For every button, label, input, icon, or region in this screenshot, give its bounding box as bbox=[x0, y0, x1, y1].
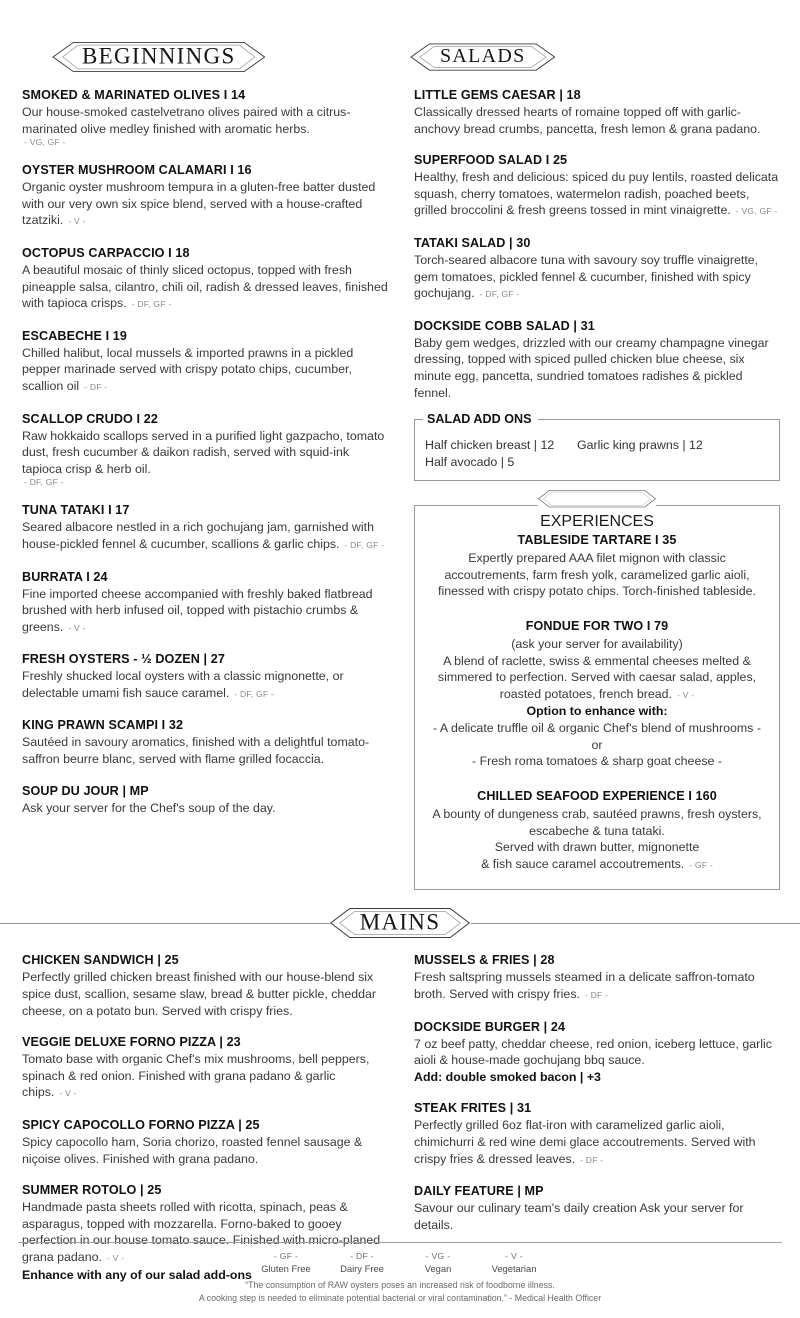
experience-description-line: roasted potatoes, french bread. - V - bbox=[499, 686, 695, 701]
experience-item bbox=[429, 788, 765, 873]
menu-item-description: Perfectly grilled 6oz flat-iron with caramelized garlic aioli, chimichurri & red wine demi glace accoutrements. Served with crispy fries & dressed leaves. - DF - bbox=[414, 1118, 756, 1166]
legend-code: - GF - bbox=[273, 1251, 299, 1262]
menu-item-title: MUSSELS & FRIES | 28 bbox=[414, 953, 555, 968]
disclaimer-line-1: “The consumption of RAW oysters poses an increased risk of foodborne illness. bbox=[245, 1280, 555, 1291]
legend-label: Vegetarian bbox=[491, 1263, 537, 1275]
menu-item-title: SCALLOP CRUDO I 22 bbox=[22, 411, 158, 426]
menu-item-title: DOCKSIDE COBB SALAD | 31 bbox=[414, 318, 595, 333]
salads-title: SALADS bbox=[440, 45, 526, 67]
menu-item-title: KING PRAWN SCAMPI I 32 bbox=[22, 718, 184, 733]
menu-item-title: SMOKED & MARINATED OLIVES I 14 bbox=[22, 88, 246, 102]
dietary-tag: - V - bbox=[68, 622, 86, 633]
dietary-tag: - DF, GF - bbox=[234, 688, 275, 699]
experience-enhance-label: Option to enhance with: bbox=[526, 704, 668, 719]
menu-item bbox=[414, 318, 780, 401]
menu-item-description: Fresh saltspring mussels steamed in a delicate saffron-tomato broth. Served with crispy fries. - DF - bbox=[414, 970, 755, 1002]
menu-item-title: TATAKI SALAD | 30 bbox=[414, 235, 531, 250]
menu-item-description: Sautéed in savoury aromatics, finished with a delightful tomato-saffron beurre blanc, served with flame grilled focaccia. bbox=[22, 735, 370, 767]
salad-addon-right bbox=[577, 454, 769, 471]
menu-item-description: A beautiful mosaic of thinly sliced octopus, topped with fresh pineapple salsa, cilantro, chili oil, radish & dressed leaves, finished with tapioca crisps. - DF, GF - bbox=[22, 262, 388, 311]
menu-item-title: VEGGIE DELUXE FORNO PIZZA | 23 bbox=[22, 1035, 241, 1050]
dietary-tag: - DF - bbox=[584, 990, 609, 1001]
experience-enhance-option: - Fresh roma tomatoes & sharp goat cheese - bbox=[472, 754, 722, 769]
menu-item-title: STEAK FRITES | 31 bbox=[414, 1101, 532, 1116]
legend-label: Gluten Free bbox=[261, 1263, 311, 1275]
legend-entry bbox=[324, 1250, 400, 1275]
experiences-title: EXPERIENCES bbox=[540, 512, 654, 530]
menu-item-description: Classically dressed hearts of romaine topped off with garlic-anchovy bread crumbs, pancetta, fresh lemon & grana padano. bbox=[414, 105, 761, 136]
menu-item-description: Our house-smoked castelvetrano olives paired with a citrus-marinated olive medley finished with aromatic herbs. bbox=[22, 105, 351, 136]
experience-description-line: A blend of raclette, swiss & emmental cheeses melted & bbox=[443, 653, 751, 668]
dietary-tag: - DF, GF - bbox=[131, 299, 172, 310]
mains-title: MAINS bbox=[359, 909, 441, 935]
menu-item-description: Handmade pasta sheets rolled with ricotta, spinach, peas & asparagus, topped with mozzarella. Forno-baked to gooey perfection in our house tomato sauce. Finished with micro-planed grana padano. - V - bbox=[22, 1200, 381, 1264]
legend-entry bbox=[248, 1250, 324, 1275]
salad-addon-right: Garlic king prawns | 12 bbox=[577, 438, 703, 453]
beginnings-header bbox=[0, 40, 400, 74]
dietary-tag: - V - bbox=[68, 216, 86, 227]
footer-divider bbox=[18, 1242, 782, 1243]
experience-title: CHILLED SEAFOOD EXPERIENCE I 160 bbox=[477, 789, 717, 804]
salads-list bbox=[414, 87, 780, 401]
mains-section bbox=[0, 906, 800, 1283]
menu-item bbox=[22, 783, 388, 817]
menu-item-title: CHICKEN SANDWICH | 25 bbox=[22, 953, 179, 968]
salads-column bbox=[414, 87, 780, 890]
experience-description-line: A bounty of dungeness crab, sautéed prawns, fresh oysters, bbox=[432, 807, 762, 822]
menu-item-description: Torch-seared albacore tuna with savoury soy truffle vinaigrette, gem tomatoes, pickled fennel & cucumber, finished with spicy gochujang. - DF, GF - bbox=[414, 252, 759, 301]
menu-item bbox=[414, 1183, 780, 1233]
experience-description-line: Served with drawn butter, mignonette bbox=[494, 840, 700, 855]
banner-hexagon bbox=[330, 908, 471, 939]
menu-item bbox=[22, 651, 388, 702]
menu-item-addon-note: Enhance with any of our salad add-ons bbox=[22, 1267, 252, 1282]
menu-item bbox=[414, 1100, 780, 1168]
legend-code: - VG - bbox=[425, 1251, 451, 1262]
experience-description-line: escabeche & tuna tataki. bbox=[529, 823, 665, 838]
experience-description-line: finessed with crispy potato chips. Torch-finished tableside. bbox=[438, 584, 756, 599]
menu-item bbox=[22, 87, 388, 147]
dietary-tag: - V - bbox=[106, 1252, 125, 1263]
experience-enhance-option: or bbox=[591, 737, 603, 752]
menu-item-description: 7 oz beef patty, cheddar cheese, red onion, iceberg lettuce, garlic aioli & house-made gochujang bbq sauce. bbox=[414, 1036, 772, 1068]
menu-item bbox=[22, 411, 388, 488]
dietary-legend bbox=[0, 1250, 800, 1275]
top-columns bbox=[0, 87, 800, 890]
menu-item bbox=[22, 1117, 388, 1167]
legend-code: - V - bbox=[505, 1251, 523, 1262]
dietary-tag: - VG, GF - bbox=[735, 206, 778, 217]
salad-addon-row bbox=[425, 454, 769, 471]
menu-item-title: SPICY CAPOCOLLO FORNO PIZZA | 25 bbox=[22, 1118, 260, 1132]
dietary-tag: - DF, GF - bbox=[479, 289, 520, 300]
menu-item bbox=[22, 162, 388, 230]
disclaimer-line-2: A cooking step is needed to eliminate potential bacterial or viral contamination.” - Medical Health Officer bbox=[198, 1292, 602, 1303]
menu-item-description: Baby gem wedges, drizzled with our creamy champagne vinegar dressing, topped with spiced pulled chicken blue cheese, six minute egg, pancetta, sundried tomatoes radishes & pickled fennel. bbox=[414, 335, 769, 400]
dietary-tag: - GF - bbox=[689, 859, 713, 870]
beginnings-title: BEGINNINGS bbox=[82, 43, 236, 69]
menu-item-description: Ask your server for the Chef's soup of the day. bbox=[22, 800, 276, 815]
menu-item-description: Organic oyster mushroom tempura in a gluten-free batter dusted with our very own six spice blend, served with a house-crafted tzatziki. - V - bbox=[22, 180, 376, 228]
menu-item-description: Perfectly grilled chicken breast finished with our house-blend six spice dust, scallion, sesame slaw, bread & butter pickle, cheddar cheese, on a potato bun. Served with crispy fries. bbox=[22, 970, 377, 1018]
menu-item-title: FRESH OYSTERS - ½ DOZEN | 27 bbox=[22, 652, 225, 667]
experience-description-line: (ask your server for availability) bbox=[511, 636, 683, 651]
menu-item bbox=[414, 952, 780, 1003]
dietary-tag: - DF - bbox=[580, 1154, 604, 1165]
menu-item-title: DAILY FEATURE | MP bbox=[414, 1184, 544, 1199]
banner-hexagon bbox=[538, 495, 656, 530]
beginnings-banner bbox=[52, 42, 266, 73]
salad-addons-rows bbox=[425, 437, 769, 471]
experience-title: TABLESIDE TARTARE I 35 bbox=[517, 533, 677, 548]
menu-item bbox=[22, 328, 388, 396]
menu-item bbox=[22, 1034, 388, 1102]
menu-item-title: BURRATA I 24 bbox=[22, 569, 108, 584]
menu-item-addon-note: Add: double smoked bacon | +3 bbox=[414, 1069, 601, 1084]
menu-item-title: OYSTER MUSHROOM CALAMARI I 16 bbox=[22, 163, 252, 178]
menu-item-description: Fine imported cheese accompanied with freshly baked flatbread brushed with herb infused oil, topped with pistachio crumbs & greens. - V - bbox=[22, 586, 373, 634]
salads-banner bbox=[410, 43, 556, 71]
menu-item bbox=[22, 502, 388, 553]
mains-right-list bbox=[414, 952, 780, 1283]
mains-header bbox=[0, 906, 800, 940]
menu-item-description: Spicy capocollo ham, Soria chorizo, roasted fennel sausage & niçoise olives. Finished with grana padano. bbox=[22, 1135, 363, 1166]
menu-item-description: Savour our culinary team's daily creation Ask your server for details. bbox=[414, 1201, 744, 1232]
legend-entry bbox=[400, 1250, 476, 1275]
menu-item-description: Raw hokkaido scallops served in a purified light gazpacho, tomato dust, fresh cucumber & daikon radish, served with squid-ink tapioca crisp & herb oil. bbox=[22, 428, 385, 476]
disclaimer bbox=[0, 1279, 800, 1304]
hexagon-frame-icon bbox=[538, 490, 656, 507]
banner-hexagon bbox=[410, 43, 556, 71]
experience-enhance-option: - A delicate truffle oil & organic Chef's blend of mushrooms - bbox=[433, 721, 761, 736]
salad-addon-left: Half avocado | 5 bbox=[425, 455, 515, 470]
section-headers-row bbox=[0, 40, 800, 74]
menu-item-title: SUMMER ROTOLO | 25 bbox=[22, 1183, 162, 1198]
mains-left-list bbox=[22, 952, 388, 1283]
experience-description-line: Expertly prepared AAA filet mignon with classic bbox=[468, 551, 726, 566]
experience-title: FONDUE FOR TWO I 79 bbox=[525, 618, 669, 633]
menu-item bbox=[22, 717, 388, 767]
menu-item bbox=[414, 235, 780, 303]
menu-item-title: ESCABECHE I 19 bbox=[22, 328, 127, 343]
experience-item bbox=[429, 532, 765, 600]
menu-item bbox=[22, 245, 388, 313]
experience-description-line: & fish sauce caramel accoutrements. - GF - bbox=[481, 856, 713, 871]
menu-item bbox=[414, 1019, 780, 1086]
dietary-tag: - DF, GF - bbox=[344, 539, 385, 550]
menu-item bbox=[22, 569, 388, 637]
menu-item-description: Tomato base with organic Chef's mix mushrooms, bell peppers, spinach & red onion. Finished with grana padano & garlic chips. - V - bbox=[22, 1052, 370, 1100]
menu-item-title: LITTLE GEMS CAESAR | 18 bbox=[414, 88, 581, 102]
menu-item-title: OCTOPUS CARPACCIO I 18 bbox=[22, 245, 190, 260]
dietary-tag: - DF - bbox=[84, 381, 108, 392]
menu-item-description: Seared albacore nestled in a rich gochujang jam, garnished with house-pickled fennel & cucumber, scallions & garlic chips. - DF, GF - bbox=[22, 520, 385, 551]
experiences-list bbox=[429, 532, 765, 873]
dietary-tag: - V - bbox=[676, 689, 695, 700]
experience-description-line: simmered to perfection. Served with caesar salad, apples, bbox=[437, 670, 757, 685]
menu-item-title: TUNA TATAKI I 17 bbox=[22, 503, 130, 518]
legend-code: - DF - bbox=[350, 1251, 374, 1262]
menu-item bbox=[414, 152, 780, 220]
dietary-tag: - V - bbox=[59, 1088, 77, 1099]
experience-item bbox=[429, 618, 765, 770]
dietary-tag: - DF, GF - bbox=[24, 477, 64, 488]
menu-item-title: SOUP DU JOUR | MP bbox=[22, 783, 149, 798]
salad-addons-box bbox=[414, 412, 780, 481]
salad-addon-left: Half chicken breast | 12 bbox=[425, 438, 555, 453]
legend-label: Dairy Free bbox=[340, 1263, 384, 1275]
menu-item-description: Chilled halibut, local mussels & imported prawns in a pickled pepper marinade served with crispy potato chips, cucumber, scallion oil - DF - bbox=[22, 345, 354, 393]
legend-label: Vegan bbox=[424, 1263, 452, 1275]
menu-item-title: SUPERFOOD SALAD I 25 bbox=[414, 153, 568, 168]
dietary-tag: - VG, GF - bbox=[24, 137, 66, 148]
top-spacer bbox=[0, 0, 800, 40]
mains-banner bbox=[330, 908, 471, 939]
legend-entry bbox=[476, 1250, 552, 1275]
salad-addon-row bbox=[425, 437, 769, 454]
salads-header bbox=[400, 40, 800, 74]
salad-addons-legend: SALAD ADD ONS bbox=[423, 411, 538, 427]
experiences-box bbox=[414, 505, 780, 890]
menu-item bbox=[414, 87, 780, 137]
menu-item-description: Healthy, fresh and delicious: spiced du puy lentils, roasted delicata squash, cherry tomatoes, watermelon radish, poached beets, grilled broccolini & fresh greens tossed in mint vinaigrette. - VG, GF - bbox=[414, 170, 779, 218]
banner-hexagon bbox=[52, 42, 266, 73]
beginnings-list bbox=[22, 87, 388, 890]
experiences-banner bbox=[538, 490, 656, 530]
menu-item bbox=[22, 952, 388, 1019]
experience-description-line: accoutrements, farm fresh yolk, caramelized garlic aioli, bbox=[444, 567, 750, 582]
mains-columns bbox=[0, 952, 800, 1283]
footer bbox=[0, 1242, 800, 1304]
menu-item-description: Freshly shucked local oysters with a classic mignonette, or delectable umami fish sauce caramel. - DF, GF - bbox=[22, 669, 344, 700]
menu-item-title: DOCKSIDE BURGER | 24 bbox=[414, 1019, 566, 1034]
